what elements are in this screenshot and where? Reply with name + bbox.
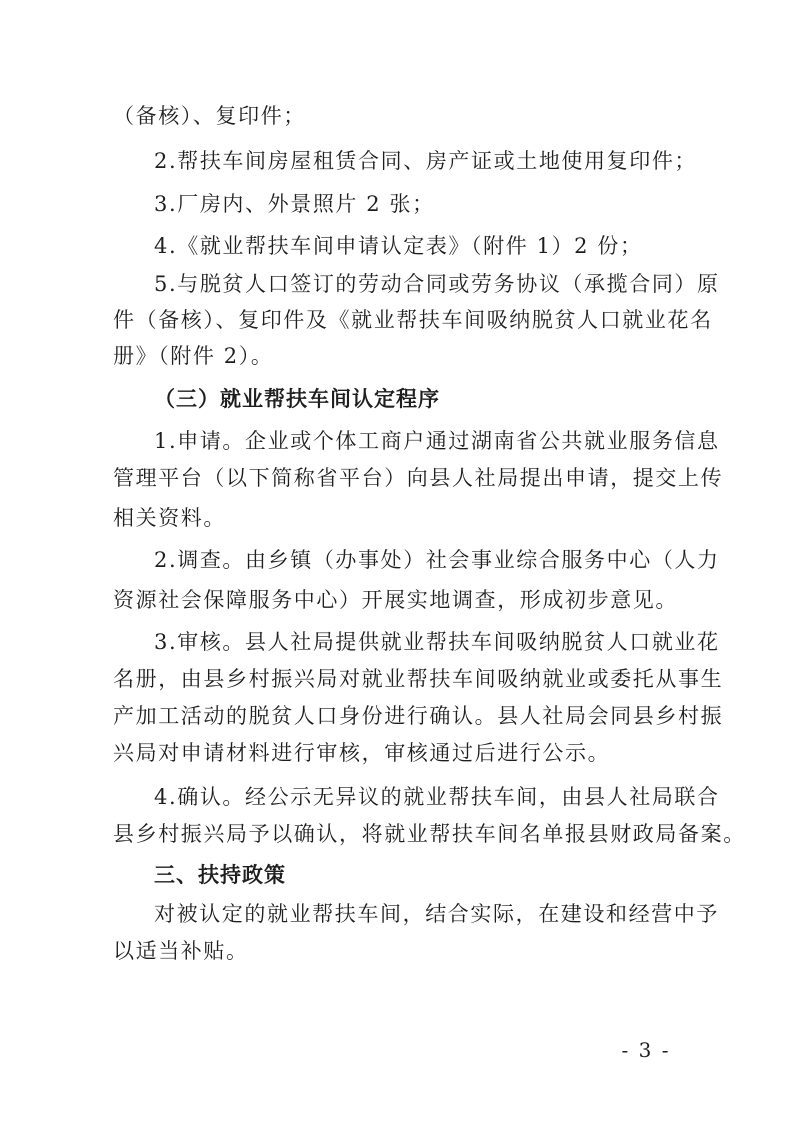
- text-line: 3.厂房内、外景照片 2 张；: [154, 192, 435, 216]
- text-line: 4.确认。经公示无异议的就业帮扶车间，由县人社局联合: [154, 785, 720, 809]
- text-line: 管理平台（以下简称省平台）向县人社局提出申请，提交上传: [113, 466, 724, 490]
- text-line: 4.《就业帮扶车间申请认定表》（附件 1）2 份；: [154, 234, 643, 258]
- text-line: 3.审核。县人社局提供就业帮扶车间吸纳脱贫人口就业花: [154, 630, 720, 654]
- text-line: 册》（附件 2）。: [113, 344, 274, 368]
- section-heading: （三）就业帮扶车间认定程序: [154, 387, 440, 411]
- text-line: 5.与脱贫人口签订的劳动合同或劳务协议（承揽合同）原: [154, 272, 720, 296]
- text-line: 兴局对申请材料进行审核，审核通过后进行公示。: [113, 741, 611, 765]
- text-line: 以适当补贴。: [113, 939, 249, 963]
- text-line: 县乡村振兴局予以确认，将就业帮扶车间名单报县财政局备案。: [113, 822, 746, 846]
- text-line: 件（备核）、复印件及《就业帮扶车间吸纳脱贫人口就业花名: [113, 308, 713, 332]
- text-line: 1.申请。企业或个体工商户通过湖南省公共就业服务信息: [154, 429, 720, 453]
- text-line: 相关资料。: [113, 506, 226, 530]
- text-line: 产加工活动的脱贫人口身份进行确认。县人社局会同县乡村振: [113, 704, 724, 728]
- text-line: 资源社会保障服务中心）开展实地调查，形成初步意见。: [113, 588, 678, 612]
- text-line: 对被认定的就业帮扶车间，结合实际，在建设和经营中予: [154, 902, 719, 926]
- page-number: - 3 -: [621, 1038, 671, 1062]
- text-line: 名册，由县乡村振兴局对就业帮扶车间吸纳就业或委托从事生: [113, 667, 724, 691]
- section-heading: 三、扶持政策: [154, 863, 286, 887]
- text-line: （备核）、复印件；: [113, 104, 306, 128]
- text-line: 2.帮扶车间房屋租赁合同、房产证或土地使用复印件；: [154, 149, 698, 173]
- text-line: 2.调查。由乡镇（办事处）社会事业综合服务中心（人力: [154, 548, 720, 572]
